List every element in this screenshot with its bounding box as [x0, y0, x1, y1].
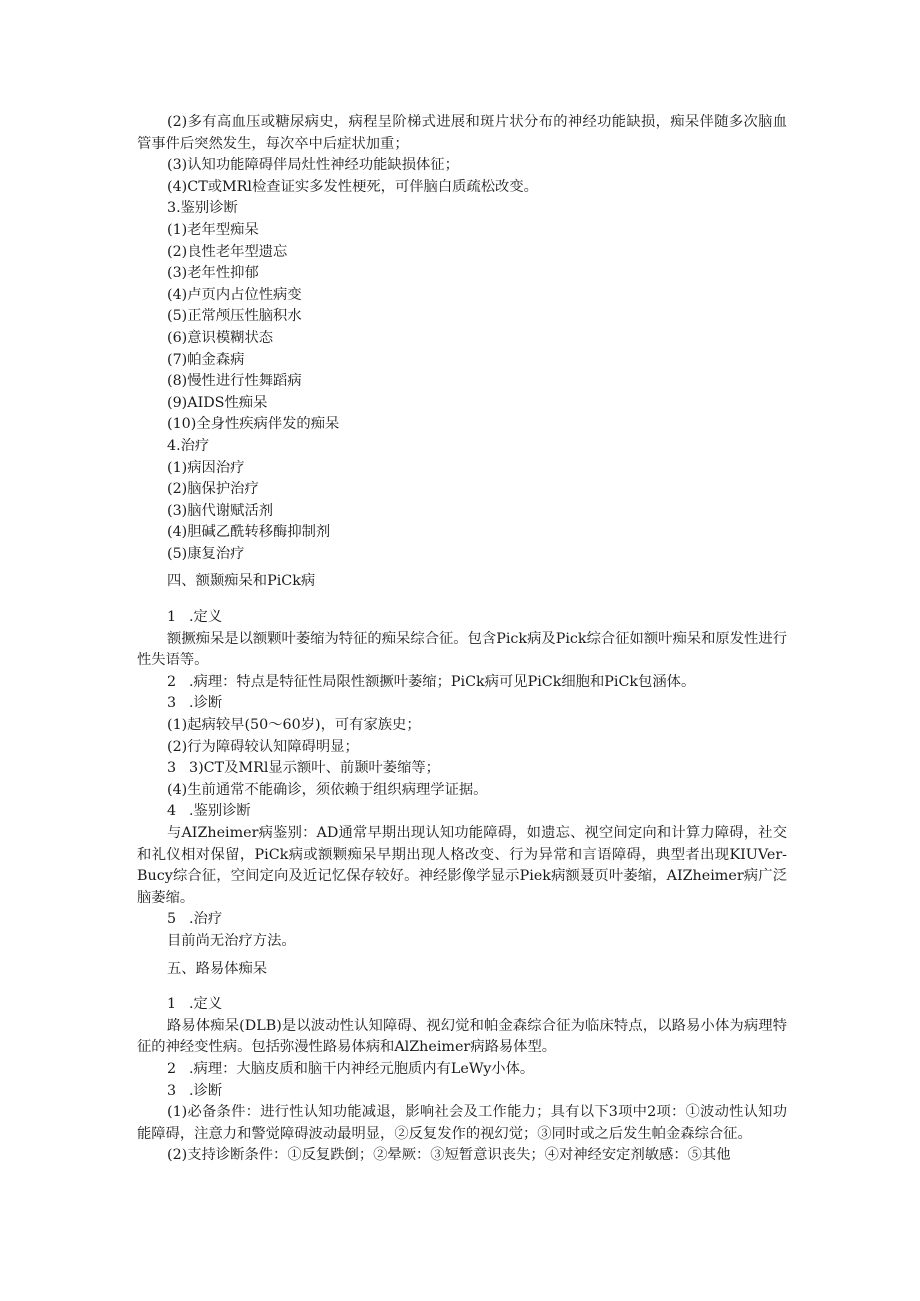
- paragraph: (2)多有高血压或糖尿病史，病程呈阶梯式进展和斑片状分布的神经功能缺损，痴呆伴随多次脑血管事件后突然发生，每次卒中后症状加重；: [137, 114, 787, 152]
- list-item: (3)认知功能障碍伴局灶性神经功能缺损体征；: [167, 157, 459, 174]
- heading-number: 1: [167, 609, 177, 626]
- paragraph-text: .病理：特点是特征性局限性额撅叶萎缩；PiCk病可见PiCk细胞和PiCk包涵体。: [189, 673, 696, 690]
- list-item: (3)老年性抑郁: [167, 265, 259, 282]
- list-item: (5)康复治疗: [167, 545, 245, 562]
- heading-text: .定义: [189, 996, 223, 1013]
- numbered-heading: [137, 607, 787, 629]
- list-item: (5)正常颅压性脑积水: [167, 308, 302, 325]
- numbered-heading: [137, 1081, 787, 1103]
- paragraph-text: .病理：大脑皮质和脑干内神经元胞质内有LeWy小体。: [189, 1060, 535, 1077]
- list-item: (4)生前通常不能确诊，须依赖于组织病理学证据。: [167, 781, 488, 798]
- list-item: (1)病因治疗: [167, 459, 245, 476]
- list-item: (2)行为障碍较认知障碍明显；: [167, 738, 359, 755]
- paragraph: (2)支持诊断条件：①反复跌倒；②晕厥：③短暂意识丧失；④对神经安定剂敏感：⑤其他: [167, 1147, 731, 1164]
- numbered-heading: [137, 909, 787, 931]
- numbered-heading: [137, 801, 787, 823]
- heading-number: 2: [167, 1060, 177, 1077]
- numbered-heading: [137, 693, 787, 715]
- list-item: (8)慢性进行性舞蹈病: [167, 373, 302, 390]
- list-item: (6)意识模糊状态: [167, 329, 274, 346]
- subsection-heading: 4.治疗: [167, 437, 210, 454]
- list-item: (4)卢页内占位性病变: [167, 286, 302, 303]
- paragraph: 路易体痴呆(DLB)是以波动性认知障碍、视幻觉和帕金森综合征为临床特点，以路易小体为病理特征的神经变性病。包括弥漫性路易体病和AlZheimer病路易体型。: [137, 1017, 787, 1056]
- document-page: [137, 112, 787, 1167]
- list-item: (1)起病较早(50～60岁)，可有家族史；: [167, 717, 421, 734]
- heading-text: .治疗: [189, 911, 223, 928]
- paragraph: 与AIZheimer病鉴别：AD通常早期出现认知功能障碍，如遗忘、视空间定向和计算力障碍，社交和礼仪相对保留，PiCk病或额颗痴呆早期出现人格改变、行为异常和言语障碍，典型者出现KIUVer-Bucy综合征，空间定向及近记忆保存较好。神经影像学显示Piek病额聂页叶萎缩，AIZheimer病广泛脑萎缩。: [137, 825, 787, 906]
- paragraph: (1)必备条件：进行性认知功能减退，影响社会及工作能力；具有以下3项中2项：①波动性认知功能障碍，注意力和警觉障碍波动最明显，②反复发作的视幻觉；③同时或之后发生帕金森综合征。: [137, 1104, 787, 1142]
- heading-number: 3: [167, 1082, 177, 1099]
- heading-text: .鉴别诊断: [189, 803, 251, 820]
- list-item: (10)全身性疾病伴发的痴呆: [167, 416, 340, 433]
- list-item: (2)脑保护治疗: [167, 481, 259, 498]
- list-item: (9)AIDS性痴呆: [167, 394, 268, 411]
- list-item: [137, 758, 787, 780]
- heading-number: 4: [167, 803, 177, 820]
- list-item: (7)帕金森病: [167, 351, 245, 368]
- item-text: 3)CT及MRl显示额叶、前颞叶萎缩等；: [189, 760, 440, 777]
- section-heading: 五、路易体痴呆: [167, 960, 268, 977]
- numbered-paragraph: [137, 1059, 787, 1081]
- section-heading: 四、额颞痴呆和PiCk病: [167, 573, 316, 590]
- item-number: 3: [167, 760, 177, 777]
- subsection-heading: 3.鉴别诊断: [167, 200, 238, 217]
- numbered-paragraph: [137, 672, 787, 694]
- list-item: (4)CT或MRl检查证实多发性梗死，可伴脑白质疏松改变。: [167, 178, 538, 195]
- list-item: (4)胆碱乙酰转移酶抑制剂: [167, 524, 331, 541]
- heading-number: 2: [167, 673, 177, 690]
- list-item: (2)良性老年型遗忘: [167, 243, 288, 260]
- heading-text: .诊断: [189, 1082, 223, 1099]
- heading-number: 3: [167, 695, 177, 712]
- list-item: (1)老年型痴呆: [167, 221, 259, 238]
- heading-number: 1: [167, 996, 177, 1013]
- heading-text: .诊断: [189, 695, 223, 712]
- paragraph: 额撅痴呆是以额颗叶萎缩为特征的痴呆综合征。包含Pick病及Pick综合征如额叶痴呆和原发性进行性失语等。: [137, 630, 787, 669]
- heading-number: 5: [167, 911, 177, 928]
- numbered-heading: [137, 994, 787, 1016]
- list-item: (3)脑代谢赋活剂: [167, 502, 274, 519]
- paragraph: 目前尚无治疗方法。: [167, 932, 296, 949]
- heading-text: .定义: [189, 609, 223, 626]
